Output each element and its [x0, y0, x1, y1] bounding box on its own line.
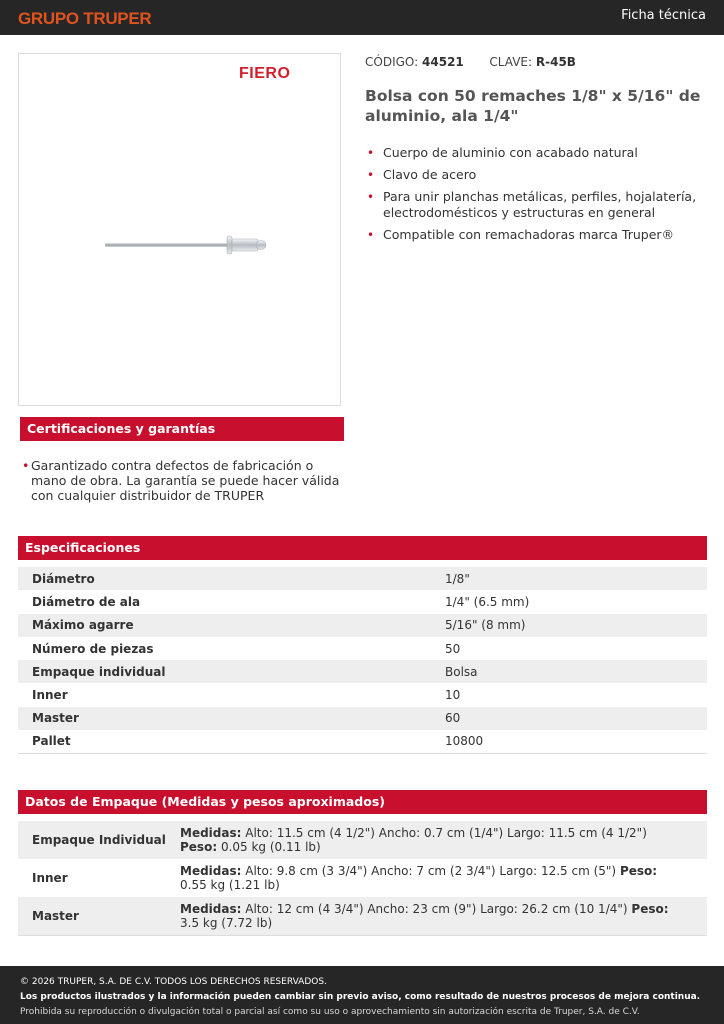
feature-item: • Compatible con remachadoras marca Truper®: [365, 227, 705, 243]
pack-value: [180, 821, 707, 859]
table-row: [18, 567, 707, 590]
pack-medidas: Alto: 9.8 cm (3 3/4") Ancho: 7 cm (2 3/4") Largo: 12.5 cm (5"): [245, 864, 617, 878]
footer-prohibition: Prohibida su reproducción o divulgación total o parcial así como su uso o aprovechamiento sin autorización escrita de Truper, S.A. de C.V.: [20, 1007, 640, 1017]
spec-value: 10: [445, 688, 461, 703]
top-bar: [0, 0, 724, 35]
pack-peso: 0.55 kg (1.21 lb): [180, 878, 280, 892]
pack-medidas: Alto: 11.5 cm (4 1/2") Ancho: 0.7 cm (1/4") Largo: 11.5 cm (4 1/2"): [245, 826, 647, 840]
rivet-image: [103, 234, 283, 256]
table-row: [18, 683, 707, 706]
warranty-header: Certificaciones y garantías: [20, 417, 344, 441]
spec-value: 1/8": [431, 567, 707, 590]
spec-label: Empaque individual: [18, 660, 431, 683]
table-row: [18, 821, 707, 859]
table-row: [18, 707, 707, 730]
pack-value: [180, 859, 707, 897]
pack-medidas: Alto: 12 cm (4 3/4") Ancho: 23 cm (9") Largo: 26.2 cm (10 1/4"): [245, 901, 628, 916]
specs-table: [18, 567, 707, 754]
feature-item: • Clavo de acero: [365, 167, 705, 183]
product-image-box: [18, 53, 341, 406]
specs-header: Especificaciones: [18, 536, 707, 560]
warranty-text-block: [22, 458, 342, 503]
product-title: Bolsa con 50 remaches 1/8" x 5/16" de aluminio, ala 1/4": [365, 87, 701, 125]
clave-label: CLAVE:: [489, 55, 533, 69]
clave-value: R-45B: [535, 55, 576, 69]
spec-label: Master: [18, 707, 431, 730]
medidas-label: Medidas:: [180, 901, 242, 916]
codigo-label: CÓDIGO:: [365, 55, 419, 69]
spec-value: 60: [431, 707, 707, 730]
packaging-table: [18, 821, 707, 936]
table-row: [18, 637, 707, 660]
fiero-brand-logo: FIERO: [239, 65, 291, 82]
spec-value: 5/16" (8 mm): [431, 614, 707, 637]
spec-label: Número de piezas: [32, 641, 154, 656]
table-row: [18, 730, 707, 753]
product-codes: [365, 55, 576, 69]
spec-value: 10800: [431, 730, 707, 753]
medidas-label: Medidas:: [180, 864, 242, 878]
warranty-text: Garantizado contra defectos de fabricación o mano de obra. La garantía se puede hacer válida con cualquier distribuidor de TRUPER: [31, 458, 340, 503]
medidas-label: Medidas:: [180, 826, 242, 840]
peso-label: Peso:: [180, 840, 218, 854]
table-row: [18, 660, 707, 683]
pack-label: Inner: [32, 871, 68, 885]
spec-label: Máximo agarre: [18, 614, 431, 637]
spec-label: Inner: [32, 688, 68, 703]
table-row: [18, 897, 707, 935]
peso-label: Peso:: [619, 864, 658, 878]
footer-notice: Los productos ilustrados y la información pueden cambiar sin previo aviso, como resultado de nuestros procesos de mejora continua.: [20, 992, 701, 1002]
bullet-icon: •: [22, 458, 30, 473]
feature-list: [365, 145, 705, 249]
spec-label: Diámetro de ala: [32, 594, 141, 609]
table-row: [18, 590, 707, 613]
codigo-value: 44521: [422, 55, 464, 69]
feature-item: • Cuerpo de aluminio con acabado natural: [365, 145, 705, 161]
packaging-header: Datos de Empaque (Medidas y pesos aproximados): [18, 790, 707, 814]
footer: [0, 966, 724, 1024]
pack-label: Master: [18, 897, 180, 935]
pack-label: Empaque Individual: [18, 821, 180, 859]
peso-label: Peso:: [631, 901, 669, 916]
spec-value: Bolsa: [431, 660, 707, 683]
pack-peso: 0.05 kg (0.11 lb): [220, 840, 321, 854]
feature-item: • Para unir planchas metálicas, perfiles, hojalatería, electrodomésticos y estructuras en general: [365, 189, 705, 221]
spec-value: 50: [445, 641, 461, 656]
spec-value: 1/4" (6.5 mm): [445, 594, 530, 609]
footer-copyright: © 2026 TRUPER, S.A. DE C.V. TODOS LOS DERECHOS RESERVADOS.: [20, 977, 327, 987]
spec-label: Pallet: [18, 730, 431, 753]
spec-label: Diámetro: [18, 567, 431, 590]
grupo-truper-logo: GRUPO TRUPER: [18, 9, 152, 28]
table-row: [18, 614, 707, 637]
table-row: [18, 859, 707, 897]
pack-peso: 3.5 kg (7.72 lb): [180, 915, 273, 930]
pack-value: [180, 897, 707, 935]
ficha-tecnica-label: Ficha técnica: [621, 8, 706, 23]
